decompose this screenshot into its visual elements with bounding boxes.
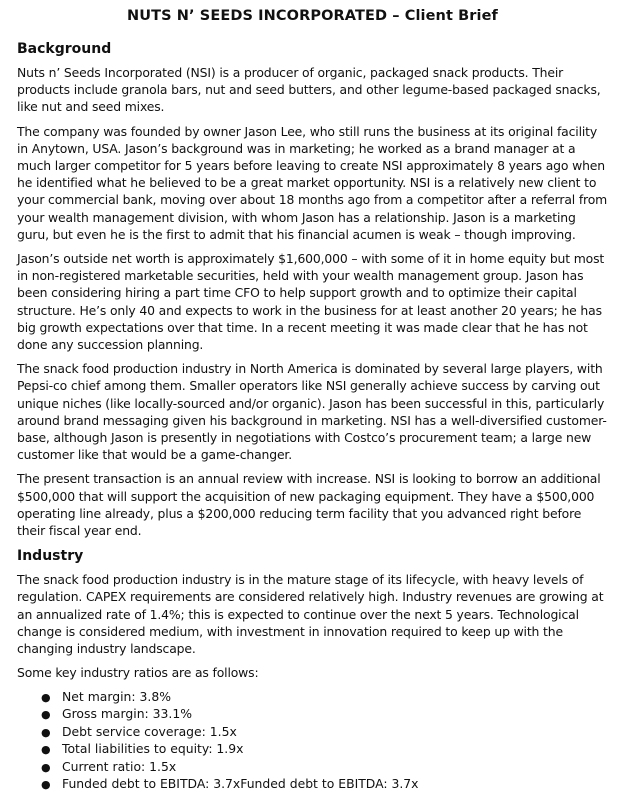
bullet-icon: ● [41,743,51,757]
background-paragraph: The present transaction is an annual review with increase. NSI is looking to borrow an additional $500,000 that will support the acquisition of new packaging equipment. They have a $500,000 operating line already, plus a $200,000 reducing term facility that you advanced right before their fiscal year end. [17,471,601,539]
background-paragraph: Jason’s outside net worth is approximately $1,600,000 – with some of it in home equity but most in non-registered marketable securities, held with your wealth management group. Jason has been considering hiring a part time CFO to help support growth and to optimize their capital structure. He’s only 40 and expects to work in the business for at least another 20 years; he has big growth expectations over that time. In a recent meeting it was made clear that he has not done any succession planning. [17,251,605,353]
list-item [41,776,608,794]
list-item [41,724,608,742]
industry-ratios-list [17,689,608,795]
list-item [41,741,608,759]
bullet-icon: ● [41,760,51,774]
bullet-icon: ● [41,708,51,722]
ratio-text: Gross margin: 33.1% [62,706,193,722]
industry-ratios-intro: Some key industry ratios are as follows: [17,665,259,681]
list-item [41,759,608,777]
background-section [17,40,608,539]
industry-heading: Industry [17,548,84,565]
industry-paragraph: The snack food production industry is in the mature stage of its lifecycle, with heavy levels of regulation. CAPEX requirements are considered relatively high. Industry revenues are growing at an annualized rate of 1.4%; this is expected to continue over the next 5 years. Technological change is considered medium, with investment in innovation required to keep up with the changing industry landscape. [17,572,604,657]
bullet-icon: ● [41,690,51,704]
ratio-text: Net margin: 3.8% [62,688,171,704]
ratio-text: Total liabilities to equity: 1.9x [62,741,244,757]
bullet-icon: ● [41,778,51,792]
ratio-text: Funded debt to EBITDA: 3.7xFunded debt to EBITDA: 3.7x [62,776,419,792]
document-title: NUTS N’ SEEDS INCORPORATED – Client Brief [127,8,498,24]
ratio-text: Debt service coverage: 1.5x [62,723,237,739]
background-heading: Background [17,41,112,57]
industry-section [17,547,608,794]
list-item [41,706,608,724]
bullet-icon: ● [41,725,51,739]
list-item [41,689,608,707]
background-paragraph: The company was founded by owner Jason Lee, who still runs the business at its original facility in Anytown, USA. Jason’s background was in marketing; he worked as a brand manager at a much larger competitor for 5 years before leaving to create NSI approximately 8 years ago when he identified what he believed to be a great market opportunity. NSI is a relatively new client to your commercial bank, moving over about 18 months ago from a competitor after a referral from your wealth management division, with whom Jason has a relationship. Jason is a marketing guru, but even he is the first to admit that his financial acumen is weak – though improving. [17,123,608,242]
background-paragraph: Nuts n’ Seeds Incorporated (NSI) is a producer of organic, packaged snack products. Their products include granola bars, nut and seed butters, and other legume-based packaged snacks, like nut and seed mixes. [17,65,601,115]
ratio-text: Current ratio: 1.5x [62,758,177,774]
background-paragraph: The snack food production industry in North America is dominated by several large players, with Pepsi-co chief among them. Smaller operators like NSI generally achieve success by carving out unique niches (like locally-sourced and/or organic). Jason has been successful in this, particularly around brand messaging given his background in marketing. NSI has a well-diversified customer-base, although Jason is presently in negotiations with Costco’s procurement team; a large new customer like that would be a game-changer. [17,361,607,463]
